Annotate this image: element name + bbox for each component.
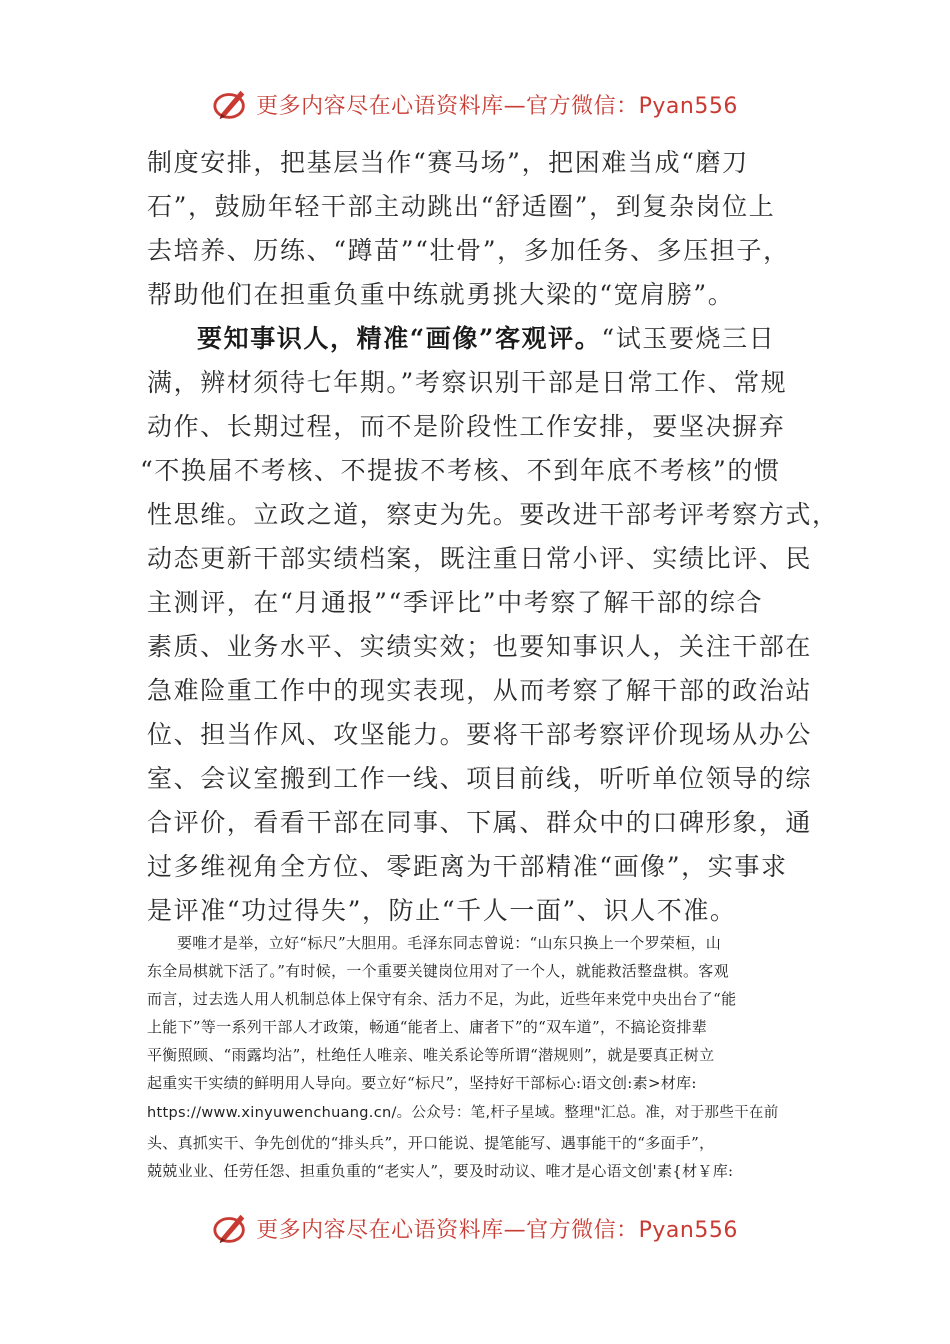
text-line: 起重实干实绩的鲜明用人导向。要立好“标尺”，坚持好干部标心:语文创:素>材库: xyxy=(147,1074,697,1092)
text-line: 动态更新干部实绩档案，既注重日常小评、实绩比评、民 xyxy=(147,544,813,573)
text-line: 室、会议室搬到工作一线、项目前线，听听单位领导的综 xyxy=(147,764,813,793)
text-line: 兢兢业业、任劳任怨、担重负重的“老实人”，要及时动议、唯才是心语文创'素{材￥库: xyxy=(147,1162,734,1180)
paragraph-first-line xyxy=(197,324,775,354)
text-line: 东全局棋就下活了。”有时候，一个重要关键岗位用对了一个人，就能救活整盘棋。客观 xyxy=(147,962,729,980)
banner-text: 更多内容尽在心语资料库—官方微信：Pyan556 xyxy=(256,93,738,119)
text-line: 过多维视角全方位、零距离为干部精准“画像”，实事求 xyxy=(147,852,788,881)
text-line: 主测评，在“月通报”“季评比”中考察了解干部的综合 xyxy=(147,588,764,617)
text-line: 性思维。立政之道，察吏为先。要改进干部考评考察方式， xyxy=(147,500,839,529)
pen-logo-icon xyxy=(212,85,250,123)
text-line: 合评价，看看干部在同事、下属、群众中的口碑形象，通 xyxy=(147,808,813,837)
text-line: 头、真抓实干、争先创优的“排头兵”，开口能说、提笔能写、遇事能干的“多面手”， xyxy=(147,1134,715,1152)
text-line: 而言，过去选人用人机制总体上保守有余、活力不足，为此，近些年来党中央出台了“能 xyxy=(147,990,737,1008)
text-line-with-url: https://www.xinyuwenchuang.cn/。公众号：笔,杆子星域。整理"汇总。准，对于那些干在前 xyxy=(147,1105,779,1121)
text-line: 是评准“功过得失”，防止“千人一面”、识人不准。 xyxy=(147,896,737,925)
footer-banner xyxy=(0,1206,950,1250)
text-line: 满，辨材须待七年期。”考察识别干部是日常工作、常规 xyxy=(147,368,788,397)
text-line: 急难险重工作中的现实表现，从而考察了解干部的政治站 xyxy=(147,676,813,705)
text-line: 要唯才是举，立好“标尺”大胆用。毛泽东同志曾说：“山东只换上一个罗荣桓，山 xyxy=(177,934,722,952)
text-line: 制度安排，把基层当作“赛马场”，把困难当成“磨刀 xyxy=(147,148,749,177)
header-banner xyxy=(0,82,950,126)
text-line: 去培养、历练、“蹲苗”“壮骨”，多加任务、多压担子， xyxy=(147,236,790,265)
text-line: “试玉要烧三日 xyxy=(601,324,776,353)
text-line: 石”，鼓励年轻干部主动跳出“舒适圈”，到复杂岗位上 xyxy=(147,192,776,221)
text-line: “不换届不考核、不提拔不考核、不到年底不考核”的惯 xyxy=(140,456,781,485)
banner-text: 更多内容尽在心语资料库—官方微信：Pyan556 xyxy=(256,1217,738,1243)
text-line: 素质、业务水平、实绩实效；也要知事识人，关注干部在 xyxy=(147,632,813,661)
section-heading: 要知事识人，精准“画像”客观评。 xyxy=(197,324,602,353)
text-line: 帮助他们在担重负重中练就勇挑大梁的“宽肩膀”。 xyxy=(147,280,735,309)
text-line: 动作、长期过程，而不是阶段性工作安排，要坚决摒弃 xyxy=(147,412,786,441)
pen-logo-icon xyxy=(212,1209,250,1247)
text-line: 平衡照顾、“雨露均沾”，杜绝任人唯亲、唯关系论等所谓“潜规则”，就是要真正树立 xyxy=(147,1046,715,1064)
text-line: 位、担当作风、攻坚能力。要将干部考察评价现场从办公 xyxy=(147,720,813,749)
text-line: 上能下”等一系列干部人才政策，畅通“能者上、庸者下”的“双车道”，不搞论资排辈 xyxy=(147,1018,708,1036)
